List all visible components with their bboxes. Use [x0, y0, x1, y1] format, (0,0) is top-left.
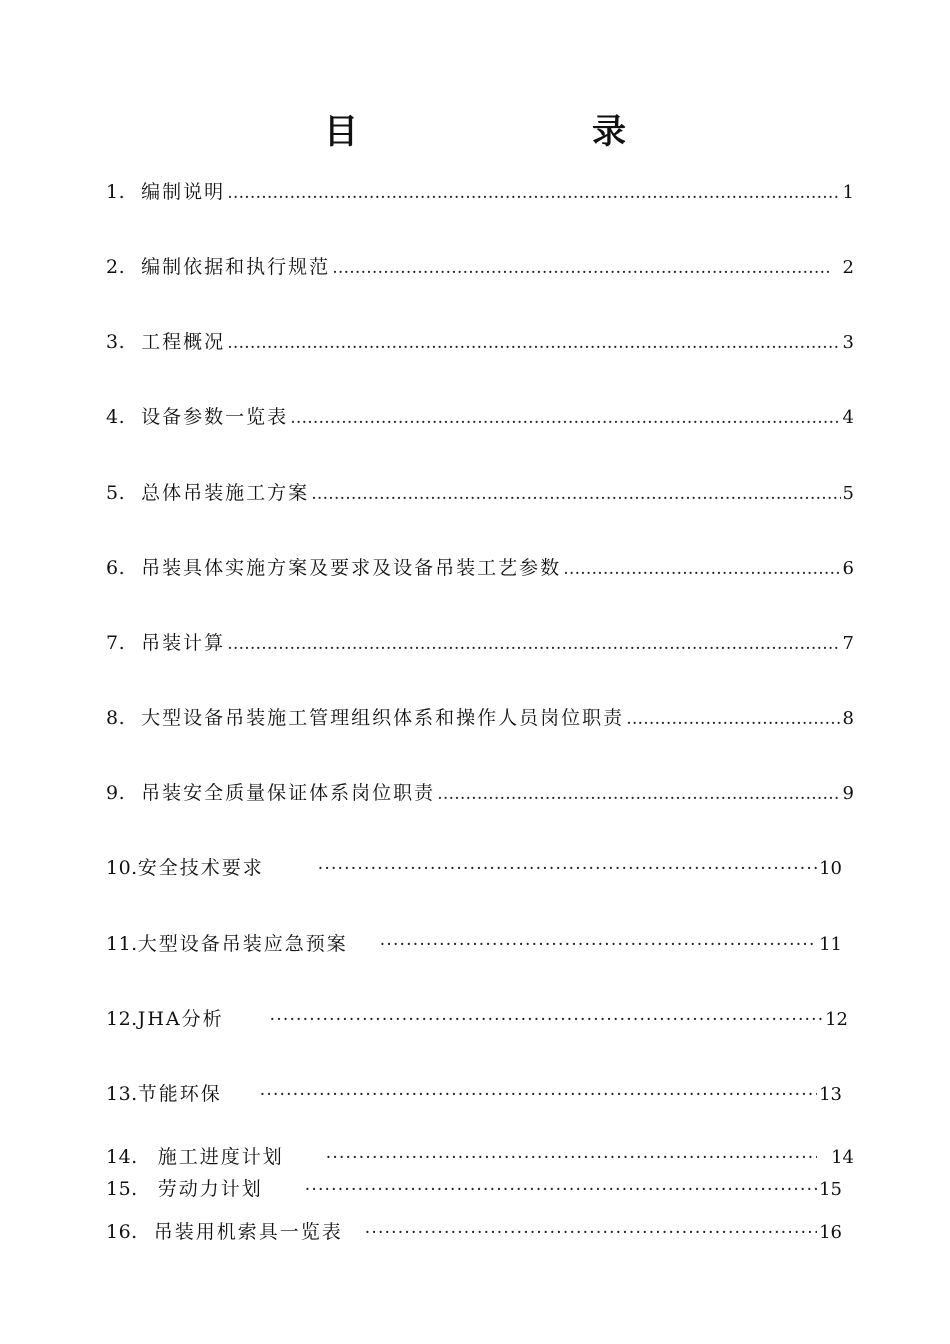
toc-entry-label: 劳动力计划	[157, 1178, 263, 1200]
toc-entry-15[interactable]	[106, 1175, 854, 1203]
toc-entry-page: 11	[819, 934, 842, 955]
toc-entry-page: 8	[842, 708, 854, 729]
toc-entry-8[interactable]	[106, 704, 854, 732]
toc-entry-page: 4	[842, 407, 854, 428]
toc-title: 目 录	[324, 112, 726, 152]
toc-entry-label: 施工进度计划	[157, 1146, 284, 1168]
toc-entry-12[interactable]	[106, 1005, 854, 1033]
toc-leader-dots	[326, 1144, 817, 1172]
toc-leader-dots	[227, 179, 840, 207]
toc-entry-page: 6	[842, 558, 854, 579]
toc-leader-dots	[332, 254, 828, 282]
toc-entry-number: 7.	[106, 632, 126, 654]
toc-entry-label: 吊装计算	[141, 632, 226, 654]
toc-leader-dots	[227, 630, 840, 658]
toc-entry-9[interactable]	[106, 779, 854, 807]
toc-entry-page: 12	[825, 1009, 848, 1030]
toc-entry-page: 7	[842, 633, 854, 654]
toc-leader-dots	[260, 1081, 817, 1109]
toc-leader-dots	[270, 1006, 823, 1034]
toc-entry-number: 5.	[106, 482, 126, 504]
toc-entry-page: 16	[819, 1222, 842, 1243]
toc-entry-label: 工程概况	[141, 331, 226, 353]
toc-leader-dots	[311, 480, 840, 508]
toc-entry-label: 节能环保	[137, 1083, 222, 1105]
toc-entry-number: 14.	[106, 1146, 138, 1168]
toc-leader-dots	[365, 1219, 817, 1247]
toc-entry-label: 编制依据和执行规范	[141, 256, 331, 278]
toc-entry-label: 设备参数一览表	[141, 406, 289, 428]
toc-leader-dots	[626, 705, 840, 733]
toc-entry-label: 大型设备吊装施工管理组织体系和操作人员岗位职责	[141, 707, 625, 729]
toc-leader-dots	[380, 931, 817, 959]
toc-entry-14[interactable]	[106, 1143, 854, 1171]
toc-entry-6[interactable]	[106, 554, 854, 582]
toc-entry-number: 16.	[106, 1221, 138, 1243]
toc-entry-5[interactable]	[106, 479, 854, 507]
toc-entry-label: 编制说明	[141, 181, 226, 203]
toc-entry-page: 13	[819, 1084, 842, 1105]
toc-entry-number: 15.	[106, 1178, 138, 1200]
toc-entry-number: 10.	[106, 857, 138, 879]
toc-entry-number: 1.	[106, 181, 126, 203]
toc-entry-label: 吊装具体实施方案及要求及设备吊装工艺参数	[141, 557, 562, 579]
toc-entry-label: 吊装安全质量保证体系岗位职责	[141, 782, 436, 804]
toc-entry-page: 1	[842, 182, 854, 203]
toc-entry-page: 5	[842, 483, 854, 504]
toc-entry-1[interactable]	[106, 178, 854, 206]
toc-entry-11[interactable]	[106, 930, 854, 958]
toc-entry-label: 安全技术要求	[137, 857, 264, 879]
toc-entry-10[interactable]	[106, 854, 854, 882]
toc-entry-label: JHA分析	[137, 1008, 224, 1030]
toc-entry-number: 8.	[106, 707, 126, 729]
toc-leader-dots	[437, 780, 840, 808]
toc-leader-dots	[290, 404, 840, 432]
toc-entry-label: 大型设备吊装应急预案	[137, 933, 348, 955]
toc-entry-label: 吊装用机索具一览表	[153, 1221, 343, 1243]
toc-entry-page: 2	[842, 257, 854, 278]
toc-entry-number: 9.	[106, 782, 126, 804]
toc-entry-13[interactable]	[106, 1080, 854, 1108]
toc-entry-number: 4.	[106, 406, 126, 428]
toc-leader-dots	[318, 855, 817, 883]
toc-leader-dots	[305, 1176, 817, 1204]
toc-entry-16[interactable]	[106, 1218, 854, 1246]
toc-entry-4[interactable]	[106, 403, 854, 431]
toc-entry-number: 11.	[106, 933, 138, 955]
toc-entry-number: 2.	[106, 256, 126, 278]
toc-entry-number: 12.	[106, 1008, 138, 1030]
toc-entry-page: 15	[819, 1179, 842, 1200]
toc-entry-page: 14	[831, 1147, 854, 1168]
toc-entry-page: 3	[842, 332, 854, 353]
toc-entry-number: 6.	[106, 557, 126, 579]
toc-entry-2[interactable]	[106, 253, 854, 281]
toc-leader-dots	[563, 555, 840, 583]
toc-leader-dots	[227, 329, 840, 357]
toc-entry-label: 总体吊装施工方案	[141, 482, 310, 504]
toc-entry-page: 9	[842, 783, 854, 804]
toc-entry-page: 10	[819, 858, 842, 879]
toc-entry-7[interactable]	[106, 629, 854, 657]
toc-entry-number: 13.	[106, 1083, 138, 1105]
toc-entry-number: 3.	[106, 331, 126, 353]
toc-entry-3[interactable]	[106, 328, 854, 356]
